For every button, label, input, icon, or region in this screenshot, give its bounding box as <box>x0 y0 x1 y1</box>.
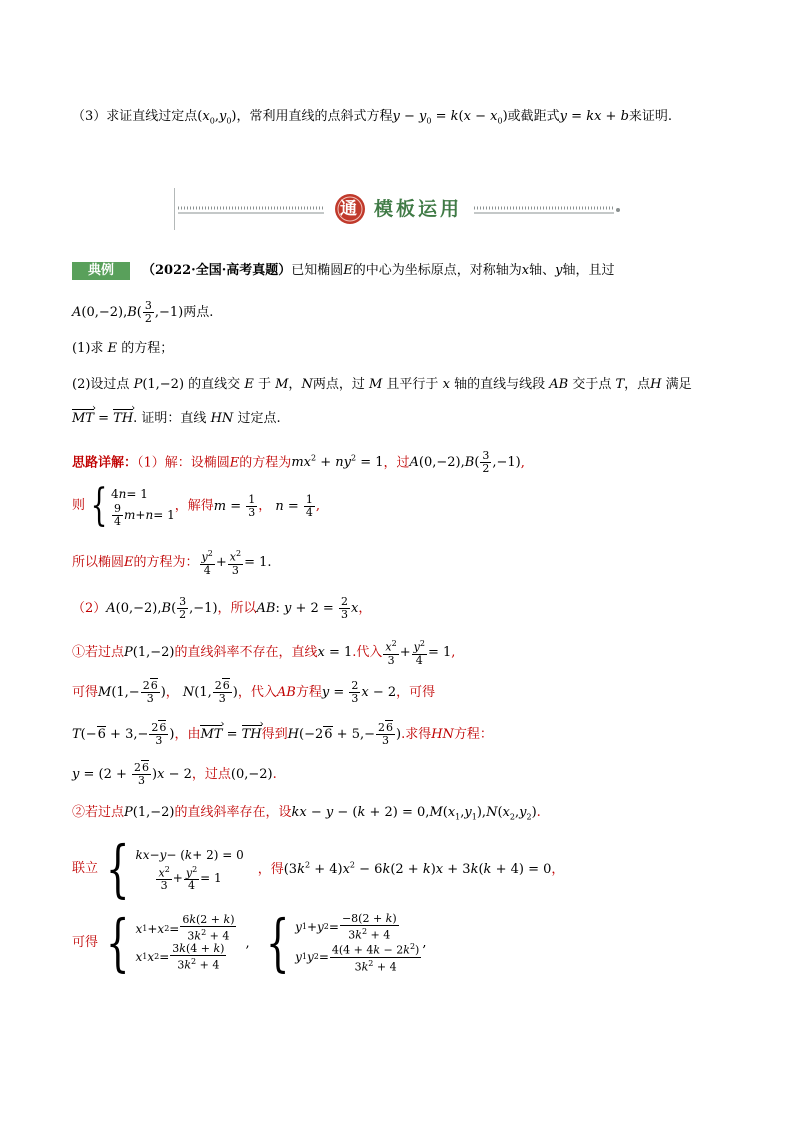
case1-line3: T(−6 + 3,− $\frac{26}{3}$ )，由MT › = TH ›得到H(−26 + 5,− $\frac{26}{3}$ ).求得HN方程： <box>72 722 493 747</box>
example-tag: 典例 <box>72 262 130 280</box>
solution-heading: 思路详解： <box>72 455 138 471</box>
case1-line4: y = (2 + $\frac{26}{3}$ )x − 2，过点(0,−2). <box>72 761 277 787</box>
solution-system-1: 则 { 4 n = 1 $\frac{9}{4}$ m + n = 1 ，解得m = $\frac{1}{3}$ ， n = $\frac{1}{4}$ , <box>72 480 321 531</box>
example-points: A(0,−2),B( $\frac{3}{2}$ ,−1)两点. <box>72 299 214 325</box>
banner-badge: 通 <box>340 199 357 219</box>
intro-line: （3）求证直线过定点$(x_0,y_0)$，常利用直线的点斜式方程$y - y_0 = k(x - x_0)$或截距式y = kx + b来证明. <box>72 109 673 126</box>
case2-vieta: 可得 { x 1 + x 2 = $\frac{6k(2 + k)}{3k^2 + 4}$ x 1 x 2 = $\frac{3k(4 + k)}{3k^2 + 4}$ , { y 1 + y 2 = $\frac{-8(2 + k)}{3k^2 + 4}$ y 1 y 2 = $\frac{4(4 + 4k - 2k^2)}{3k^2 + 4}$ , <box>72 906 427 979</box>
case1-line1: ①若过点P(1,−2)的直线斜率不存在，直线x = 1.代入 $\frac{x^2}{3}$ + $\frac{y^2}{4}$ = 1, <box>72 639 456 667</box>
solution-step1: 思路详解：（1）解：设椭圆E的方程为$mx^2 + ny^2 = 1$，过A(0,−2),B( $\frac{3}{2}$ ,−1), <box>72 449 525 476</box>
solution-ellipse: 所以椭圆E的方程为： $\frac{y^2}{4}$ + $\frac{x^2}{3}$ = 1. <box>72 549 272 577</box>
section-banner <box>174 186 620 232</box>
case2-system: 联立 { kx − y − ( k + 2) = 0 $\frac{x^2}{3}$ + $\frac{y^2}{4}$ = 1 ，得$(3k^2 + 4)x^2 - 6k(2 + k)x + 3k(k + 4) = 0$， <box>72 832 565 905</box>
question-2: (2)设过点 P(1,−2) 的直线交 E 于 M，N两点，过 M 且平行于 x 轴的直线与线段 AB 交于点 T，点H 满足 <box>72 377 692 392</box>
question-1: (1)求 E 的方程； <box>72 341 174 356</box>
banner-title: 模板运用 <box>374 198 463 220</box>
question-2-cont: MT › = TH ›. 证明：直线 HN 过定点. <box>72 410 281 428</box>
example-stem: （2022·全国·高考真题）已知椭圆E的中心为坐标原点，对称轴为x轴、y轴，且过 <box>142 263 615 278</box>
solution-step2: （2）A(0,−2),B( $\frac{3}{2}$ ,−1)，所以AB: y + 2 = $\frac{2}{3}$ x， <box>72 595 372 621</box>
intro-label: （3） <box>72 109 107 124</box>
case2-line1: ②若过点P(1,−2)的直线斜率存在，设kx − $y - (k + 2) = 0,M(x_1,y_1),N(x_2,y_2)$. <box>72 805 541 822</box>
case1-line2: 可得M(1,− $\frac{26}{3}$ )， N(1, $\frac{26}{3}$ )，代入AB方程y = $\frac{2}{3}$ x − 2，可得 <box>72 679 436 705</box>
